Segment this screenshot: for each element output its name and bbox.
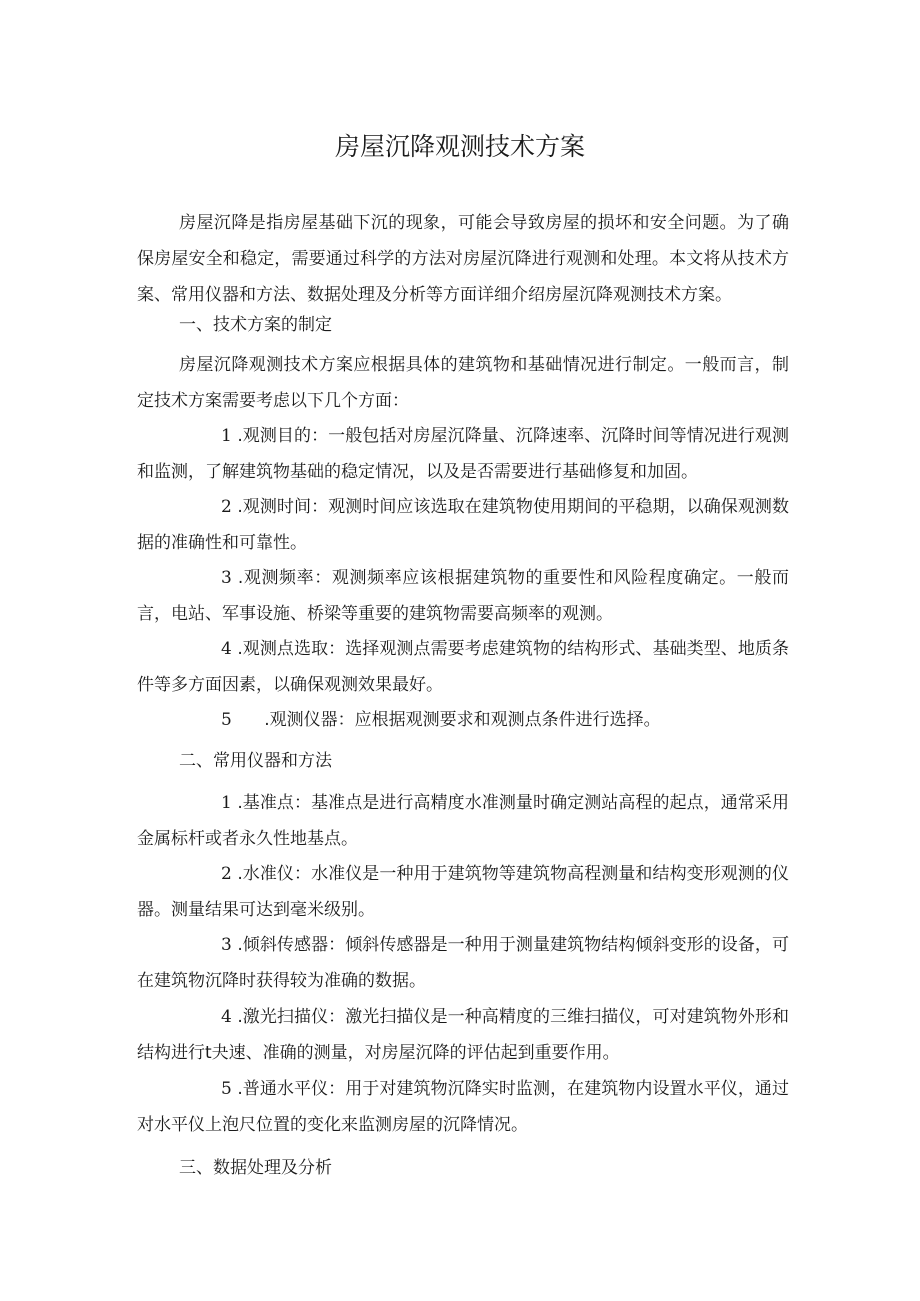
item-number: 2 bbox=[221, 864, 232, 884]
item-text: .基准点：基准点是进行高精度水准测量时确定测站高程的起点，通常采用金属标杆或者永久性地基点。 bbox=[137, 793, 790, 849]
item-number: 4 bbox=[221, 639, 232, 659]
section1-item-3 bbox=[137, 560, 789, 632]
section1-item-1 bbox=[137, 418, 789, 490]
section-heading-1: 一、技术方案的制定 bbox=[179, 315, 332, 335]
section1-lead-paragraph: 房屋沉降观测技术方案应根据具体的建筑物和基础情况进行制定。一般而言，制定技术方案需要考虑以下几个方面： bbox=[137, 355, 789, 411]
section1-item-2 bbox=[137, 489, 789, 561]
item-text: .观测频率：观测频率应该根据建筑物的重要性和风险程度确定。一般而言，电站、军事设施、桥梁等重要的建筑物需要高频率的观测。 bbox=[137, 568, 790, 624]
section2-item-2 bbox=[137, 856, 789, 928]
section2-item-3 bbox=[137, 927, 789, 999]
section2-item-4 bbox=[137, 999, 789, 1071]
item-number: 1 bbox=[221, 793, 232, 813]
item-number: 3 bbox=[221, 568, 232, 588]
section2-item-5 bbox=[137, 1071, 789, 1143]
item-number: 3 bbox=[221, 935, 232, 955]
section1-item-4 bbox=[137, 631, 789, 703]
item-number: 4 bbox=[221, 1007, 232, 1027]
item-text: .观测时间：观测时间应该选取在建筑物使用期间的平稳期，以确保观测数据的准确性和可靠性。 bbox=[137, 497, 790, 553]
document-title: 房屋沉降观测技术方案 bbox=[334, 132, 585, 161]
item-text: .观测仪器：应根据观测要求和观测点条件进行选择。 bbox=[264, 710, 661, 730]
section2-item-1 bbox=[137, 785, 789, 857]
item-text: .水准仪：水准仪是一种用于建筑物等建筑物高程测量和结构变形观测的仪器。测量结果可达到毫米级别。 bbox=[137, 864, 790, 920]
item-text: .普通水平仪：用于对建筑物沉降实时监测，在建筑物内设置水平仪，通过对水平仪上泡尺位置的变化来监测房屋的沉降情况。 bbox=[137, 1079, 790, 1135]
section1-item-5 bbox=[137, 702, 789, 738]
item-number: 5 bbox=[221, 710, 232, 730]
item-number: 1 bbox=[221, 426, 232, 446]
section-heading-2: 二、常用仪器和方法 bbox=[179, 751, 332, 771]
item-text: .激光扫描仪：激光扫描仪是一种高精度的三维扫描仪，可对建筑物外形和结构进行t夬速、准确的测量，对房屋沉降的评估起到重要作用。 bbox=[137, 1007, 790, 1063]
item-number: 5 bbox=[221, 1079, 232, 1099]
item-text: .观测目的：一般包括对房屋沉降量、沉降速率、沉降时间等情况进行观测和监测，了解建筑物基础的稳定情况，以及是否需要进行基础修复和加固。 bbox=[137, 426, 790, 482]
item-number: 2 bbox=[221, 497, 232, 517]
item-text: .观测点选取：选择观测点需要考虑建筑物的结构形式、基础类型、地质条件等多方面因素，以确保观测效果最好。 bbox=[137, 639, 790, 695]
section-heading-3: 三、数据处理及分析 bbox=[179, 1158, 332, 1178]
intro-paragraph: 房屋沉降是指房屋基础下沉的现象，可能会导致房屋的损坏和安全问题。为了确保房屋安全和稳定，需要通过科学的方法对房屋沉降进行观测和处理。本文将从技术方案、常用仪器和方法、数据处理及分析等方面详细介绍房屋沉降观测技术方案。 bbox=[137, 213, 789, 305]
item-text: .倾斜传感器：倾斜传感器是一种用于测量建筑物结构倾斜变形的设备，可在建筑物沉降时获得较为准确的数据。 bbox=[137, 935, 790, 991]
